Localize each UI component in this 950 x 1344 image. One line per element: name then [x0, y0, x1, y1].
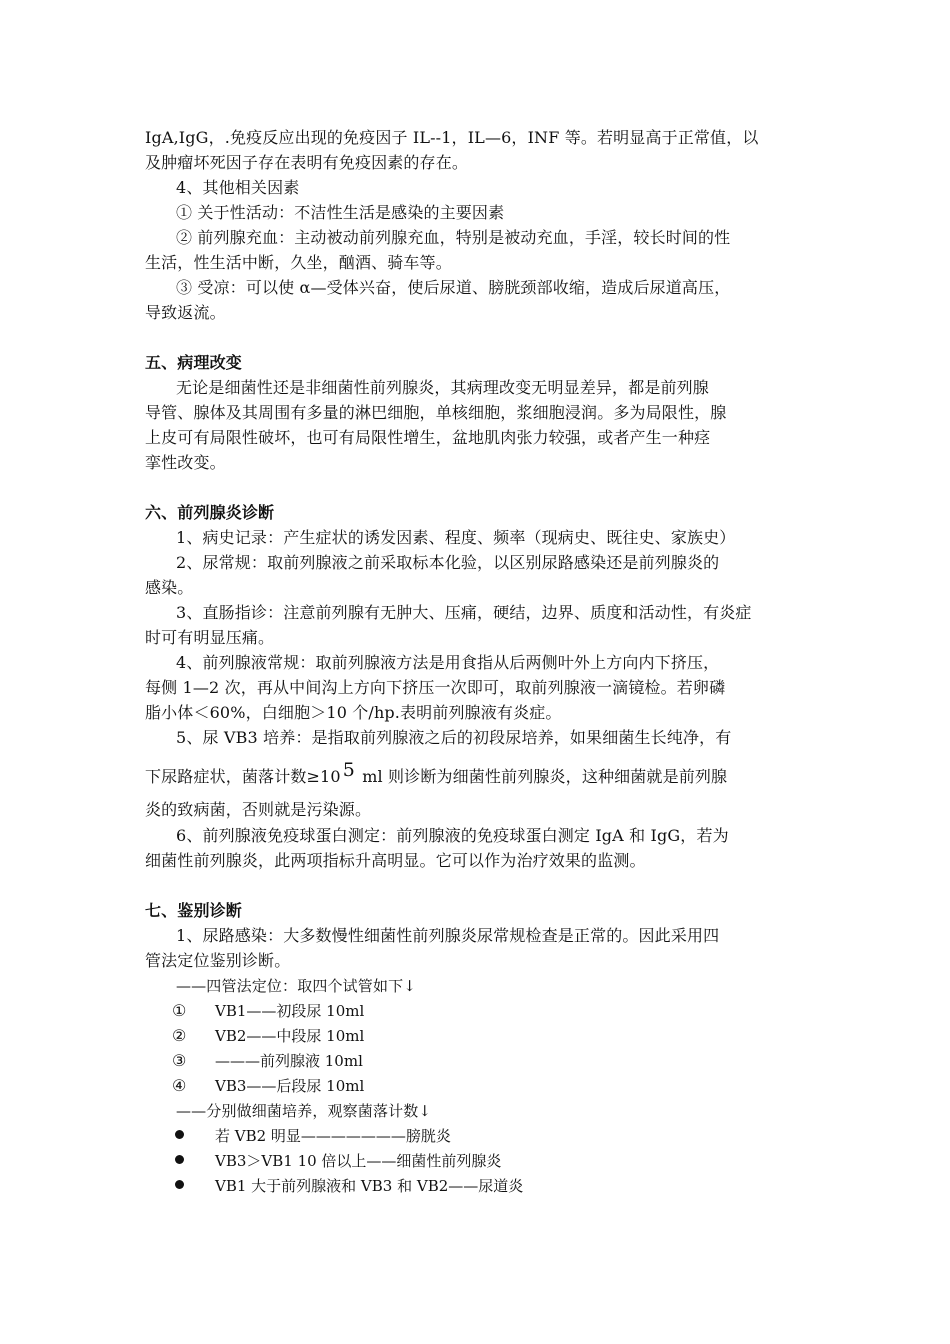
- section-5-line-3: 上皮可有局限性破坏，也可有局限性增生，盆地肌肉张力较强，或者产生一种痉: [145, 428, 711, 447]
- tube-mark: ②: [172, 1026, 187, 1045]
- four-tube-method: ——四管法定位：取四个试管如下↓: [176, 977, 416, 995]
- factor-1: ① 关于性活动：不洁性生活是感染的主要因素: [176, 203, 505, 222]
- section-5-line-2: 导管、腺体及其周围有多量的淋巴细胞，单核细胞，浆细胞浸润。多为局限性，腺: [145, 403, 727, 422]
- section-7-heading: 七、鉴别诊断: [145, 901, 242, 920]
- differential-1-line-2: 管法定位鉴别诊断。: [145, 951, 291, 970]
- factor-2-line-1: ② 前列腺充血：主动被动前列腺充血，特别是被动充血，手淫，较长时间的性: [176, 228, 731, 247]
- bullet-icon: [173, 1126, 185, 1138]
- diagnosis-6-line-2: 细菌性前列腺炎，此两项指标升高明显。它可以作为治疗效果的监测。: [145, 851, 646, 870]
- tube-mark: ④: [172, 1076, 187, 1095]
- factor-3-line-1: ③ 受凉：可以使 α—受体兴奋，使后尿道、膀胱颈部收缩，造成后尿道高压，: [176, 278, 731, 297]
- exponent: 5: [342, 759, 355, 781]
- diagnosis-5-text-a: 下尿路症状，菌落计数≥10: [145, 767, 341, 786]
- section-5-line-1: 无论是细菌性还是非细菌性前列腺炎，其病理改变无明显差异，都是前列腺: [176, 378, 709, 397]
- diagnosis-6-line-1: 6、前列腺液免疫球蛋白测定：前列腺液的免疫球蛋白测定 IgA 和 IgG，若为: [176, 826, 729, 845]
- section-5-heading: 五、病理改变: [145, 353, 242, 372]
- factor-2-line-2: 生活，性生活中断，久坐，酗酒、骑车等。: [145, 253, 452, 272]
- tube-text: VB3——后段尿 10ml: [215, 1077, 365, 1095]
- tube-mark: ③: [172, 1051, 187, 1070]
- intro-line-1: IgA,IgG，.免疫反应出现的免疫因子 IL--1，IL—6，INF 等。若明显高于正常值，以: [145, 128, 759, 147]
- diagnosis-2-line-2: 感染。: [145, 578, 194, 597]
- diagnosis-3-line-1: 3、直肠指诊：注意前列腺有无肿大、压痛，硬结，边界、质度和活动性，有炎症: [176, 603, 752, 622]
- factor-3-line-2: 导致返流。: [145, 303, 226, 322]
- differential-1-line-1: 1、尿路感染：大多数慢性细菌性前列腺炎尿常规检查是正常的。因此采用四: [176, 926, 720, 945]
- diagnosis-5-text-b: ml 则诊断为细菌性前列腺炎，这种细菌就是前列腺: [356, 767, 728, 786]
- diagnosis-1: 1、病史记录：产生症状的诱发因素、程度、频率（现病史、既往史、家族史）: [176, 528, 736, 547]
- intro-line-2: 及肿瘤坏死因子存在表明有免疫因素的存在。: [145, 153, 469, 172]
- section-5-line-4: 挛性改变。: [145, 453, 226, 472]
- bullet-icon: [173, 1151, 185, 1163]
- diagnosis-2-line-1: 2、尿常规：取前列腺液之前采取标本化验，以区别尿路感染还是前列腺炎的: [176, 553, 720, 572]
- diagnosis-4-line-1: 4、前列腺液常规：取前列腺液方法是用食指从后两侧叶外上方向内下挤压，: [176, 653, 720, 672]
- tube-text: VB1——初段尿 10ml: [215, 1002, 365, 1020]
- diagnosis-5-line-2: [145, 759, 807, 787]
- tube-text: ———前列腺液 10ml: [215, 1052, 363, 1070]
- factors-title: 4、其他相关因素: [176, 178, 300, 197]
- culture-note: ——分别做细菌培养，观察菌落计数↓: [176, 1102, 432, 1120]
- result-text: 若 VB2 明显———————膀胱炎: [215, 1127, 451, 1145]
- diagnosis-5-line-3: 炎的致病菌，否则就是污染源。: [145, 800, 372, 819]
- bullet-icon: [173, 1176, 185, 1188]
- diagnosis-4-line-3: 脂小体＜60%，白细胞＞10 个/hp.表明前列腺液有炎症。: [145, 703, 562, 722]
- result-text: VB3＞VB1 10 倍以上——细菌性前列腺炎: [215, 1152, 502, 1170]
- result-text: VB1 大于前列腺液和 VB3 和 VB2——尿道炎: [215, 1177, 524, 1195]
- tube-text: VB2——中段尿 10ml: [215, 1027, 365, 1045]
- section-6-heading: 六、前列腺炎诊断: [145, 503, 275, 522]
- diagnosis-3-line-2: 时可有明显压痛。: [145, 628, 275, 647]
- diagnosis-4-line-2: 每侧 1—2 次，再从中间沟上方向下挤压一次即可，取前列腺液一滴镜检。若卵磷: [145, 678, 726, 697]
- diagnosis-5-line-1: 5、尿 VB3 培养：是指取前列腺液之后的初段尿培养，如果细菌生长纯净，有: [176, 728, 732, 747]
- tube-mark: ①: [172, 1001, 187, 1020]
